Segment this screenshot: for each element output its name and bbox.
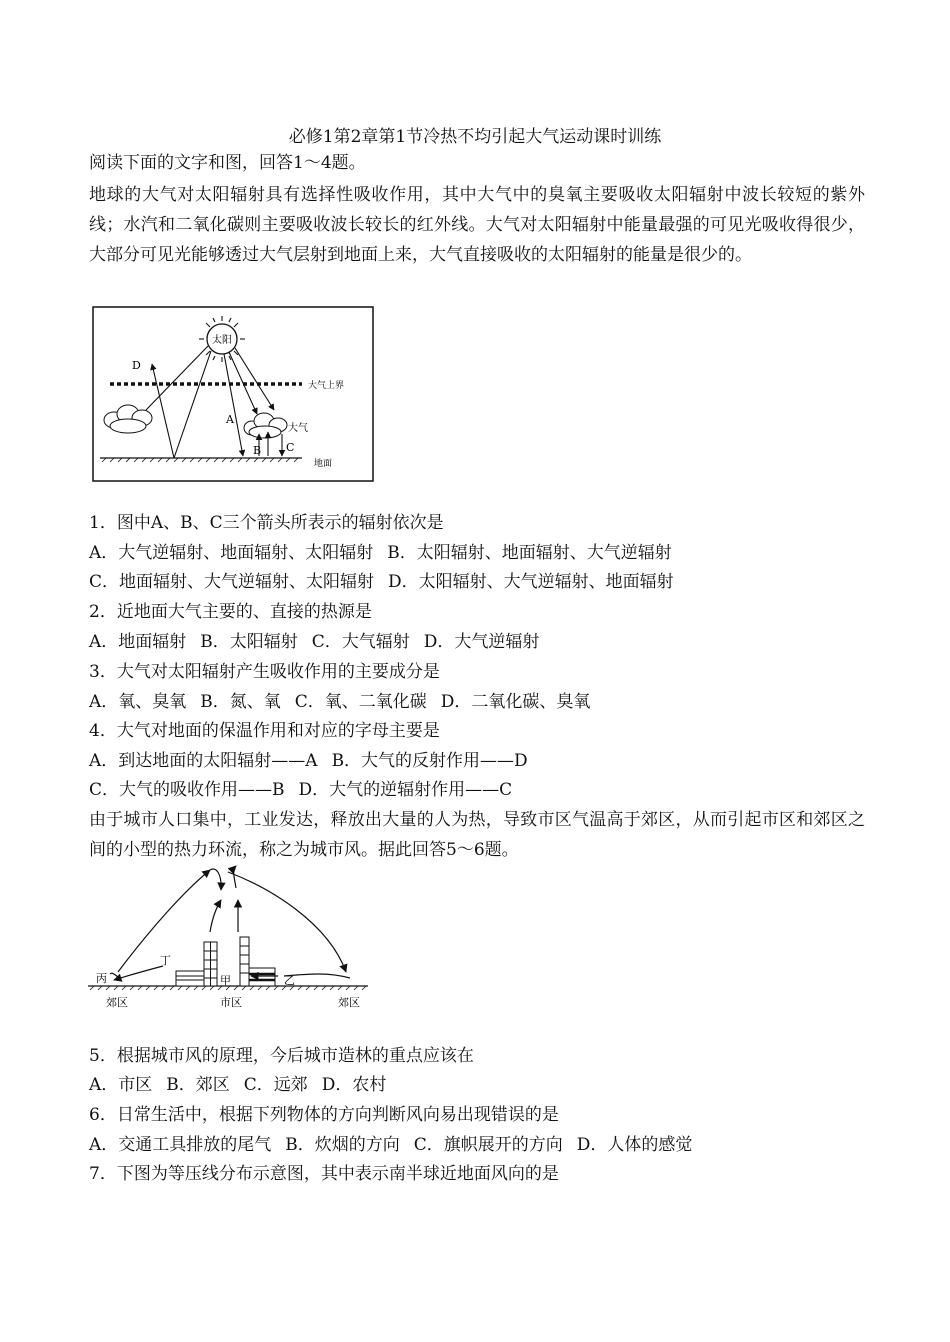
option[interactable]: B．太阳辐射: [200, 632, 298, 652]
option[interactable]: A．氧、臭氧: [89, 692, 187, 712]
cloud-left-icon: [104, 405, 152, 433]
option[interactable]: A．交通工具排放的尾气: [89, 1135, 272, 1155]
ground-label: 地面: [314, 459, 333, 469]
option[interactable]: C．大气的吸收作用——B: [89, 780, 285, 800]
option[interactable]: C．氧、二氧化碳: [294, 692, 427, 712]
sun-label: 太阳: [212, 335, 232, 346]
label-yi: 乙: [284, 974, 295, 987]
question-1-options-row-1: [89, 541, 672, 565]
option[interactable]: B．氮、氧: [200, 692, 281, 712]
arrow-top-left-down: [210, 869, 221, 890]
arrow-top-right-up: [234, 866, 236, 888]
option[interactable]: A．到达地面的太阳辐射——A: [89, 751, 318, 771]
option[interactable]: A．地面辐射: [89, 632, 187, 652]
label-ding: 丁: [160, 954, 171, 967]
question-2-stem: 2．近地面大气主要的、直接的热源是: [89, 602, 372, 622]
option[interactable]: B．太阳辐射、地面辐射、大气逆辐射: [387, 543, 672, 563]
question-4-options-row-2: [89, 778, 512, 802]
cloud-right-icon: [244, 413, 287, 438]
question-6-stem: 6．日常生活中，根据下列物体的方向判断风向易出现错误的是: [89, 1105, 559, 1125]
label-a: A: [226, 413, 234, 426]
reading-passage-1: 地球的大气对太阳辐射具有选择性吸收作用，其中大气中的臭氧主要吸收太阳辐射中波长较短的紫外线；水汽和二氧化碳则主要吸收波长较长的红外线。大气对太阳辐射中能量最强的可见光吸收得很少，大部分可见光能够透过大气层射到地面上来，大气直接吸收的太阳辐射的能量是很少的。: [89, 185, 865, 265]
arrow-left-tail: [110, 973, 118, 977]
radiation-diagram: [92, 306, 374, 482]
question-4-options-row-1: [89, 749, 528, 773]
question-3-stem: 3．大气对太阳辐射产生吸收作用的主要成分是: [89, 662, 440, 682]
label-c: C: [286, 441, 295, 454]
label-suburb-left: 郊区: [106, 996, 128, 1009]
question-7-stem: 7．下图为等压线分布示意图，其中表示南半球近地面风向的是: [89, 1164, 559, 1184]
question-6-options: [89, 1133, 692, 1157]
option[interactable]: C．大气辐射: [311, 632, 410, 652]
atmosphere-label: 大气: [288, 423, 308, 434]
option[interactable]: C．地面辐射、大气逆辐射、太阳辐射: [89, 572, 375, 592]
option[interactable]: D．大气的逆辐射作用——C: [298, 780, 513, 800]
option[interactable]: C．旗帜展开的方向: [413, 1135, 563, 1155]
page-title: 必修1第2章第1节冷热不均引起大气运动课时训练: [288, 127, 662, 147]
option[interactable]: C．远郊: [243, 1075, 308, 1095]
intro-text: 阅读下面的文字和图，回答1～4题。: [89, 153, 366, 173]
label-jia: 甲: [220, 974, 231, 987]
option[interactable]: D．二氧化碳、臭氧: [440, 692, 591, 712]
atmosphere-top-label: 大气上界: [308, 381, 345, 391]
question-5-options: [89, 1073, 386, 1097]
city-wind-diagram: [88, 862, 378, 1014]
option[interactable]: D．大气逆辐射: [423, 632, 540, 652]
ray-sun-to-ground: [174, 351, 211, 458]
option[interactable]: D．农村: [321, 1075, 387, 1095]
ray-d-reflect: [152, 364, 174, 458]
label-b: B: [253, 444, 262, 457]
option[interactable]: A．市区: [89, 1075, 153, 1095]
label-city: 市区: [220, 996, 242, 1009]
question-3-options: [89, 690, 590, 714]
arrow-city-rising-left: [210, 900, 221, 932]
option[interactable]: A．大气逆辐射、地面辐射、太阳辐射: [89, 543, 374, 563]
label-d: D: [132, 359, 141, 372]
question-2-options: [89, 630, 539, 654]
option[interactable]: D．人体的感觉: [576, 1135, 693, 1155]
question-4-stem: 4．大气对地面的保温作用和对应的字母主要是: [89, 721, 440, 741]
option[interactable]: B．炊烟的方向: [285, 1135, 400, 1155]
option[interactable]: B．郊区: [166, 1075, 230, 1095]
question-5-stem: 5．根据城市风的原理，今后城市造林的重点应该在: [89, 1046, 474, 1066]
reading-passage-2: 由于城市人口集中，工业发达，释放出大量的人为热，导致市区气温高于郊区，从而引起市区和郊区之间的小型的热力环流，称之为城市风。据此回答5～6题。: [89, 810, 865, 860]
question-1-stem: 1．图中A、B、C三个箭头所表示的辐射依次是: [89, 513, 444, 533]
label-suburb-right: 郊区: [338, 996, 360, 1009]
question-1-options-row-2: [89, 570, 674, 594]
label-bing: 丙: [96, 972, 107, 985]
option[interactable]: D．太阳辐射、大气逆辐射、地面辐射: [388, 572, 674, 592]
option[interactable]: B．大气的反射作用——D: [331, 751, 528, 771]
ray-a: [224, 354, 243, 456]
